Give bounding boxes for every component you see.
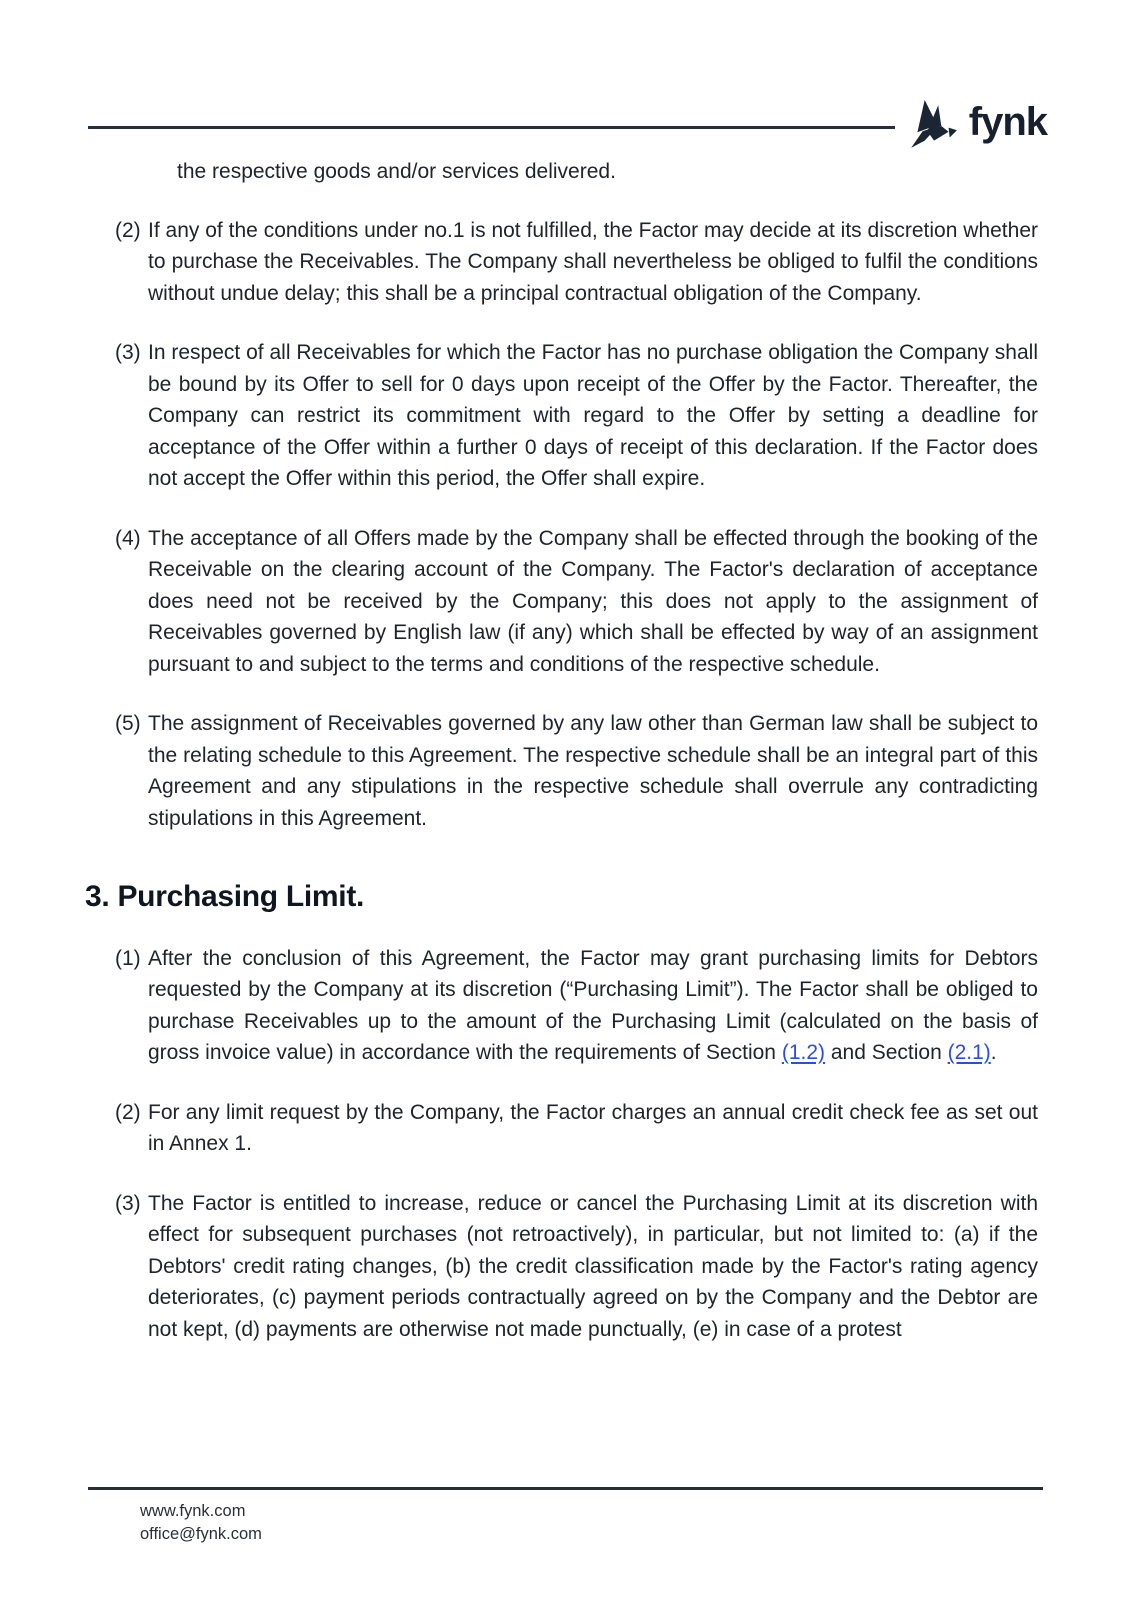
clause-3-2 (115, 1097, 1038, 1160)
clause-2-4 (115, 523, 1038, 681)
clause-2-2 (115, 215, 1038, 310)
clause-text: If any of the conditions under no.1 is not fulfilled, the Factor may decide at its discretion whether to purchase the Receivables. The Company shall nevertheless be obliged to fulfil the conditions without undue delay; this shall be a principal contractual obligation of the Company. (148, 218, 1038, 305)
clause-number: (3) (115, 1191, 141, 1215)
brand-name: fynk (968, 100, 1047, 144)
footer-email: office@fynk.com (140, 1525, 262, 1543)
clause-text-segment: . (990, 1041, 997, 1064)
section-ref-link-1-2[interactable]: (1.2) (781, 1041, 826, 1064)
clause-text: The assignment of Receivables governed by any law other than German law shall be subject to the relating schedule to this Agreement. The respective schedule shall be an integral part of this Agreement and any stipulations in the respective schedule shall overrule any contradicting stipulations in this Agreement. (148, 712, 1038, 830)
clause-1-continuation: the respective goods and/or services delivered. (177, 160, 616, 183)
clause-number: (5) (115, 712, 141, 735)
header-rule (88, 126, 895, 129)
section-ref-link-2-1[interactable]: (2.1) (947, 1041, 991, 1064)
footer-rule (88, 1487, 1043, 1490)
clause-text-segment: After the conclusion of this Agreement, the Factor may grant purchasing limits for Debtors requested by the Company at its discretion (“Purchasing Limit”). The Factor shall be obliged to purchase Receivables up to the amount of the Purchasing Limit (calculated on the basis of gross invoice value) in accordance with the requirements of Section (148, 946, 1038, 1064)
clause-3-1 (115, 943, 1038, 1069)
page-footer (88, 1487, 1043, 1546)
clause-text: In respect of all Receivables for which the Factor has no purchase obligation the Company shall be bound by its Offer to sell for 0 days upon receipt of the Offer by the Factor. Thereafter, the Company can restrict its commitment with regard to the Offer by setting a deadline for acceptance of the Offer within a further 0 days of receipt of this declaration. If the Factor does not accept the Offer within this period, the Offer shall expire. (148, 341, 1038, 490)
clause-number: (2) (115, 1100, 141, 1124)
contract-body (0, 156, 1131, 1373)
clause-text-segment: and Section (825, 1041, 948, 1064)
page-header (0, 0, 1131, 158)
clause-number: (4) (115, 526, 141, 550)
clause-3-3 (115, 1188, 1038, 1346)
clause-2-3 (115, 337, 1038, 495)
origami-bird-icon (907, 96, 959, 154)
clause-number: (1) (115, 946, 141, 970)
clause-2-5 (115, 708, 1038, 834)
clause-text: The acceptance of all Offers made by the Company shall be effected through the booking of the Receivable on the clearing account of the Company. The Factor's declaration of acceptance does need not be received by the Company; this does not apply to the assignment of Receivables governed by English law (if any) which shall be effected by way of an assignment pursuant to and subject to the terms and conditions of the respective schedule. (148, 526, 1038, 676)
section-3-heading: 3. Purchasing Limit. (85, 880, 365, 913)
clause-text (148, 947, 1038, 1065)
fynk-logo (907, 96, 1047, 154)
clause-text: For any limit request by the Company, the Factor charges an annual credit check fee as set out in Annex 1. (148, 1100, 1038, 1155)
clause-number: (2) (115, 218, 141, 242)
footer-website: www.fynk.com (140, 1502, 246, 1520)
clause-number: (3) (115, 341, 141, 364)
clause-text: The Factor is entitled to increase, reduce or cancel the Purchasing Limit at its discretion with effect for subsequent purchases (not retroactively), in particular, but not limited to: (a) if the Debtors' credit rating changes, (b) the credit classification made by the Factor's rating agency deteriorates, (c) payment periods contractually agreed on by the Company and the Debtor are not kept, (d) payments are otherwise not made punctually, (e) in case of a protest (148, 1191, 1038, 1341)
